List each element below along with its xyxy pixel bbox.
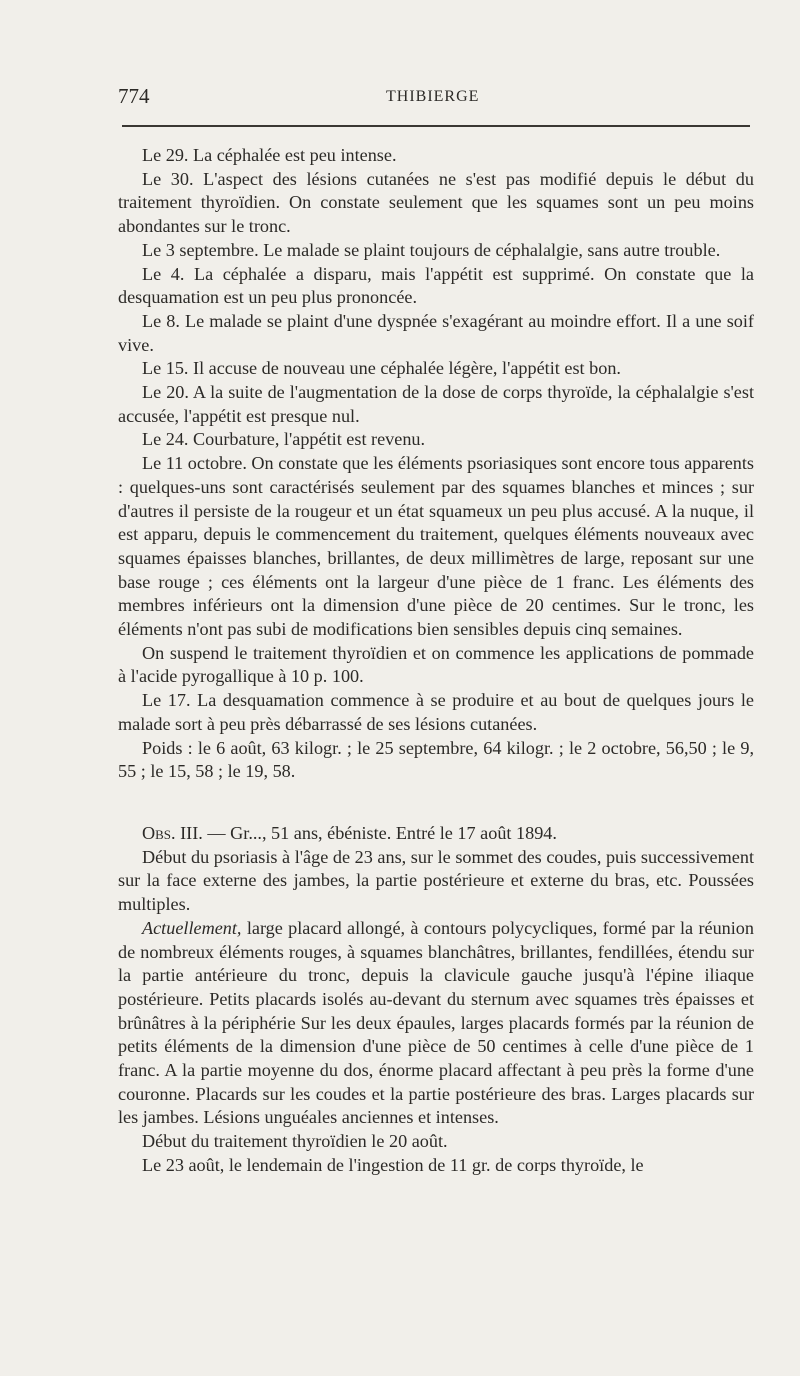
- paragraph: Poids : le 6 août, 63 kilogr. ; le 25 septembre, 64 kilogr. ; le 2 octobre, 56,50 ; le 9, 55 ; le 15, 58 ; le 19, 58.: [118, 737, 754, 782]
- header-rule: [122, 125, 750, 127]
- paragraph: Le 11 octobre. On constate que les éléments psoriasiques sont encore tous apparents : quelques-uns sont caractérisés seulement par des squames blanches et minces ; sur d'autres il persiste de la rougeur et un état squameux un peu plus accusé. A la nuque, il est apparu, depuis le commencement du traitement, quelques éléments nouveaux avec squames épaisses blanches, brillantes, de deux millimètres de large, reposant sur une base rouge ; ces éléments ont la largeur d'une pièce de 1 franc. Les éléments des membres inférieurs ont la dimension d'une pièce de 20 centimes. Sur le tronc, les éléments n'ont pas subi de modifications bien sensibles depuis cinq semaines.: [118, 453, 754, 640]
- paragraph: Le 24. Courbature, l'appétit est revenu.: [142, 429, 426, 450]
- paragraph: Début du psoriasis à l'âge de 23 ans, sur le sommet des coudes, puis successivement sur la face externe des jambes, la partie postérieure et externe du bras, etc. Poussées multiples.: [118, 846, 754, 915]
- paragraph-lead-italic: Actuellement,: [142, 917, 242, 938]
- paragraph: Le 30. L'aspect des lésions cutanées ne s'est pas modifié depuis le début du traitement thyroïdien. On constate seulement que les squames sont un peu moins abondantes sur le tronc.: [118, 168, 754, 237]
- page-header: [118, 84, 754, 114]
- paragraph: Le 15. Il accuse de nouveau une céphalée légère, l'appétit est bon.: [142, 358, 621, 379]
- observation-heading-text: — Gr..., 51 ans, ébéniste. Entré le 17 août 1894.: [202, 822, 557, 843]
- paragraph: [118, 917, 754, 1130]
- paragraph: Le 29. La céphalée est peu intense.: [142, 145, 397, 165]
- paragraph: Le 4. La céphalée a disparu, mais l'appétit est supprimé. On constate que la desquamation est un peu plus prononcée.: [118, 263, 754, 308]
- body-text: [118, 144, 754, 1178]
- running-head: THIBIERGE: [386, 88, 480, 105]
- paragraph: Le 3 septembre. Le malade se plaint toujours de céphalalgie, sans autre trouble.: [142, 239, 721, 260]
- observation-label: Obs. III.: [142, 822, 203, 843]
- page-number: 774: [118, 84, 150, 108]
- paragraph: Le 8. Le malade se plaint d'une dyspnée s'exagérant au moindre effort. Il a une soif vive.: [118, 310, 754, 355]
- observation-heading: [118, 822, 754, 846]
- paragraph: Le 17. La desquamation commence à se produire et au bout de quelques jours le malade sort à peu près débarrassé de ses lésions cutanées.: [118, 690, 754, 734]
- paragraph: Le 23 août, le lendemain de l'ingestion de 11 gr. de corps thyroïde, le: [142, 1154, 644, 1175]
- paragraph: On suspend le traitement thyroïdien et on commence les applications de pommade à l'acide pyrogallique à 10 p. 100.: [118, 642, 754, 687]
- paragraph: Début du traitement thyroïdien le 20 août.: [142, 1131, 448, 1152]
- paragraph: Le 20. A la suite de l'augmentation de la dose de corps thyroïde, la céphalalgie s'est accusée, l'appétit est presque nul.: [118, 382, 754, 426]
- paragraph-rest: large placard allongé, à contours polycycliques, formé par la réunion de nombreux éléments rouges, à squames blanchâtres, brillantes, fendillées, étendu sur la partie antérieure du tronc, depuis la clavicule gauche jusqu'à l'épine iliaque postérieure. Petits placards isolés au-devant du sternum avec squames très épaisses et brûnâtres à la périphérie Sur les deux épaules, larges placards formés par la réunion de petits éléments de la dimension d'une pièce de 50 centimes à celle d'une pièce de 1 franc. A la partie moyenne du dos, énorme placard affectant à peu près la forme d'une couronne. Placards sur les coudes et la partie postérieure des bras. Larges placards sur les jambes. Lésions unguéales anciennes et intenses.: [118, 917, 754, 1128]
